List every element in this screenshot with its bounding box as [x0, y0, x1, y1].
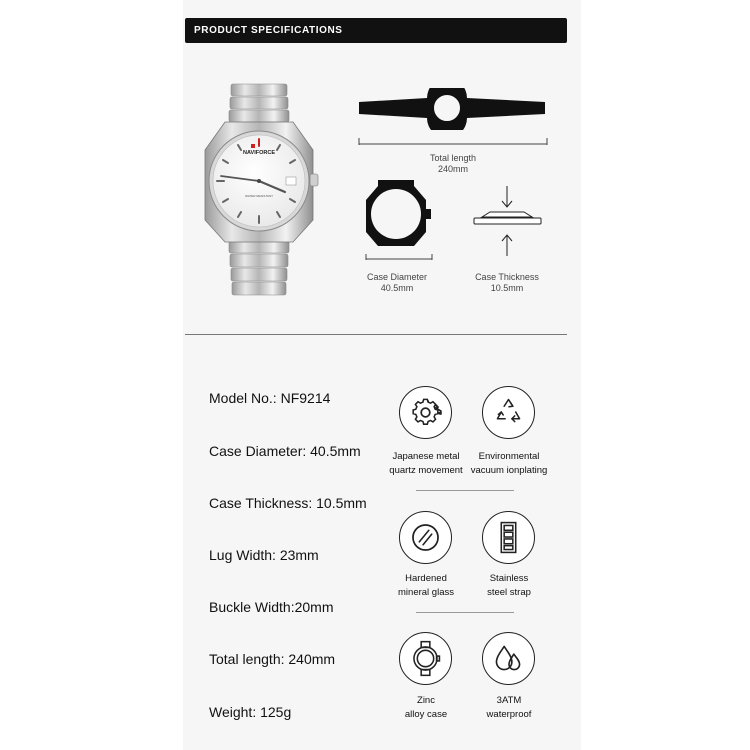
- case-outline-diagram: [362, 176, 432, 252]
- feature-caption-waterproof: 3ATM waterproof: [486, 695, 532, 720]
- case-thickness-diagram: [470, 184, 545, 259]
- spec-case-thickness: Case Thickness: 10.5mm: [209, 495, 367, 511]
- brand-logo: NAVIFORCE: [243, 150, 275, 156]
- gear-icon: [399, 386, 452, 439]
- date-window: [286, 177, 296, 185]
- spec-case-diameter: Case Diameter: 40.5mm: [209, 443, 361, 459]
- lower-bracelet: [229, 240, 289, 295]
- total-length-value: 240mm: [437, 164, 468, 174]
- zinc-case-icon: [399, 632, 452, 685]
- total-length-dimension-line: [358, 136, 548, 146]
- spec-weight: Weight: 125g: [209, 704, 292, 720]
- case-diameter-value: 40.5mm: [380, 283, 414, 293]
- feature-caption-movement: Japanese metal quartz movement: [389, 451, 463, 476]
- case-thickness-label: Case Thickness: [475, 272, 539, 282]
- case-diameter-label: Case Diameter: [366, 272, 428, 282]
- feature-caption-ionplating: Environmental vacuum ionplating: [470, 451, 548, 476]
- feature-separator-1: [416, 490, 514, 491]
- header-title: PRODUCT SPECIFICATIONS: [194, 25, 343, 36]
- steel-strap-icon: [482, 511, 535, 564]
- spec-lug-width: Lug Width: 23mm: [209, 547, 319, 563]
- case-thickness-value: 10.5mm: [490, 283, 524, 293]
- spec-model-no: Model No.: NF9214: [209, 390, 331, 406]
- feature-separator-2: [416, 612, 514, 613]
- water-drops-icon: [482, 632, 535, 685]
- strap-outline-diagram: [355, 88, 550, 130]
- spec-total-length: Total length: 240mm: [209, 651, 336, 667]
- upper-bracelet: [229, 84, 289, 122]
- dial-text: WATER RESISTANT: [245, 194, 273, 198]
- feature-caption-glass: Hardened mineral glass: [398, 573, 454, 598]
- section-divider: [185, 334, 567, 335]
- mineral-glass-icon: [399, 511, 452, 564]
- feature-caption-case: Zinc alloy case: [404, 695, 448, 720]
- total-length-label: Total length: [429, 153, 477, 163]
- case-diameter-dimension-line: [365, 252, 433, 262]
- spec-buckle-width: Buckle Width:20mm: [209, 599, 334, 615]
- watch-image: [195, 80, 330, 305]
- recycle-icon: [482, 386, 535, 439]
- crown: [310, 174, 318, 186]
- header-bar: [185, 18, 567, 43]
- feature-caption-strap: Stainless steel strap: [487, 573, 531, 598]
